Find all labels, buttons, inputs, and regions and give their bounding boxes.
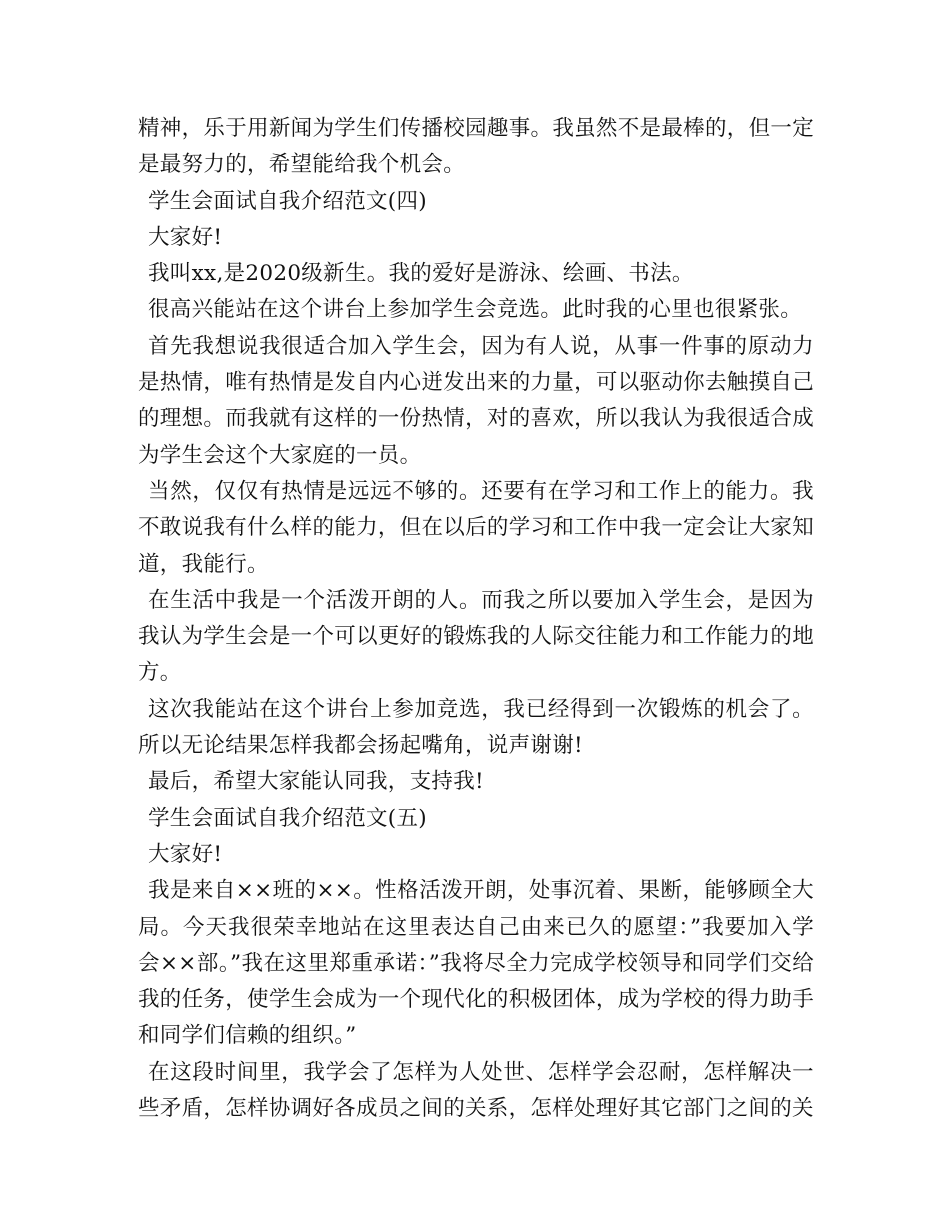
paragraph: 很高兴能站在这个讲台上参加学生会竞选。此时我的心里也很紧张。 xyxy=(148,297,803,323)
greeting: 大家好! xyxy=(148,224,223,250)
paragraph: 首先我想说我很适合加入学生会，因为有人说，从事一件事的原动力是热情，唯有热情是发自内心迸发出来的力量，可以驱动你去触摸自己的理想。而我就有这样的一份热情，对的喜欢，所以我认为我很适合成为学生会这个大家庭的一员。 xyxy=(138,333,814,468)
section-heading-five: 学生会面试自我介绍范文(五) xyxy=(148,805,427,831)
paragraph: 在生活中我是一个活泼开朗的人。而我之所以要加入学生会，是因为我认为学生会是一个可以更好的锻炼我的人际交往能力和工作能力的地方。 xyxy=(138,587,814,686)
paragraph: 在这段时间里，我学会了怎样为人处世、怎样学会忍耐，怎样解决一些矛盾，怎样协调好各成员之间的关系，怎样处理好其它部门之间的关 xyxy=(138,1059,814,1122)
paragraph: 这次我能站在这个讲台上参加竞选，我已经得到一次锻炼的机会了。所以无论结果怎样我都会扬起嘴角，说声谢谢! xyxy=(138,696,814,759)
paragraph: 我叫xx,是2020级新生。我的爱好是游泳、绘画、书法。 xyxy=(148,261,694,287)
paragraph-continuation: 精神，乐于用新闻为学生们传播校园趣事。我虽然不是最棒的，但一定是最努力的，希望能给我个机会。 xyxy=(138,116,814,178)
document-page xyxy=(138,111,814,1127)
paragraph: 当然，仅仅有热情是远远不够的。还要有在学习和工作上的能力。我不敢说我有什么样的能力，但在以后的学习和工作中我一定会让大家知道，我能行。 xyxy=(138,478,814,577)
paragraph: 我是来自××班的××。性格活泼开朗，处事沉着、果断，能够顾全大局。今天我很荣幸地站在这里表达自己由来已久的愿望：”我要加入学会××部。”我在这里郑重承诺：”我将尽全力完成学校领导和同学们交给我的任务，使学生会成为一个现代化的积极团体，成为学校的得力助手和同学们信赖的组织。” xyxy=(138,878,814,1049)
section-heading-four: 学生会面试自我介绍范文(四) xyxy=(148,188,427,214)
paragraph: 最后，希望大家能认同我，支持我! xyxy=(148,769,484,795)
greeting: 大家好! xyxy=(148,841,223,867)
